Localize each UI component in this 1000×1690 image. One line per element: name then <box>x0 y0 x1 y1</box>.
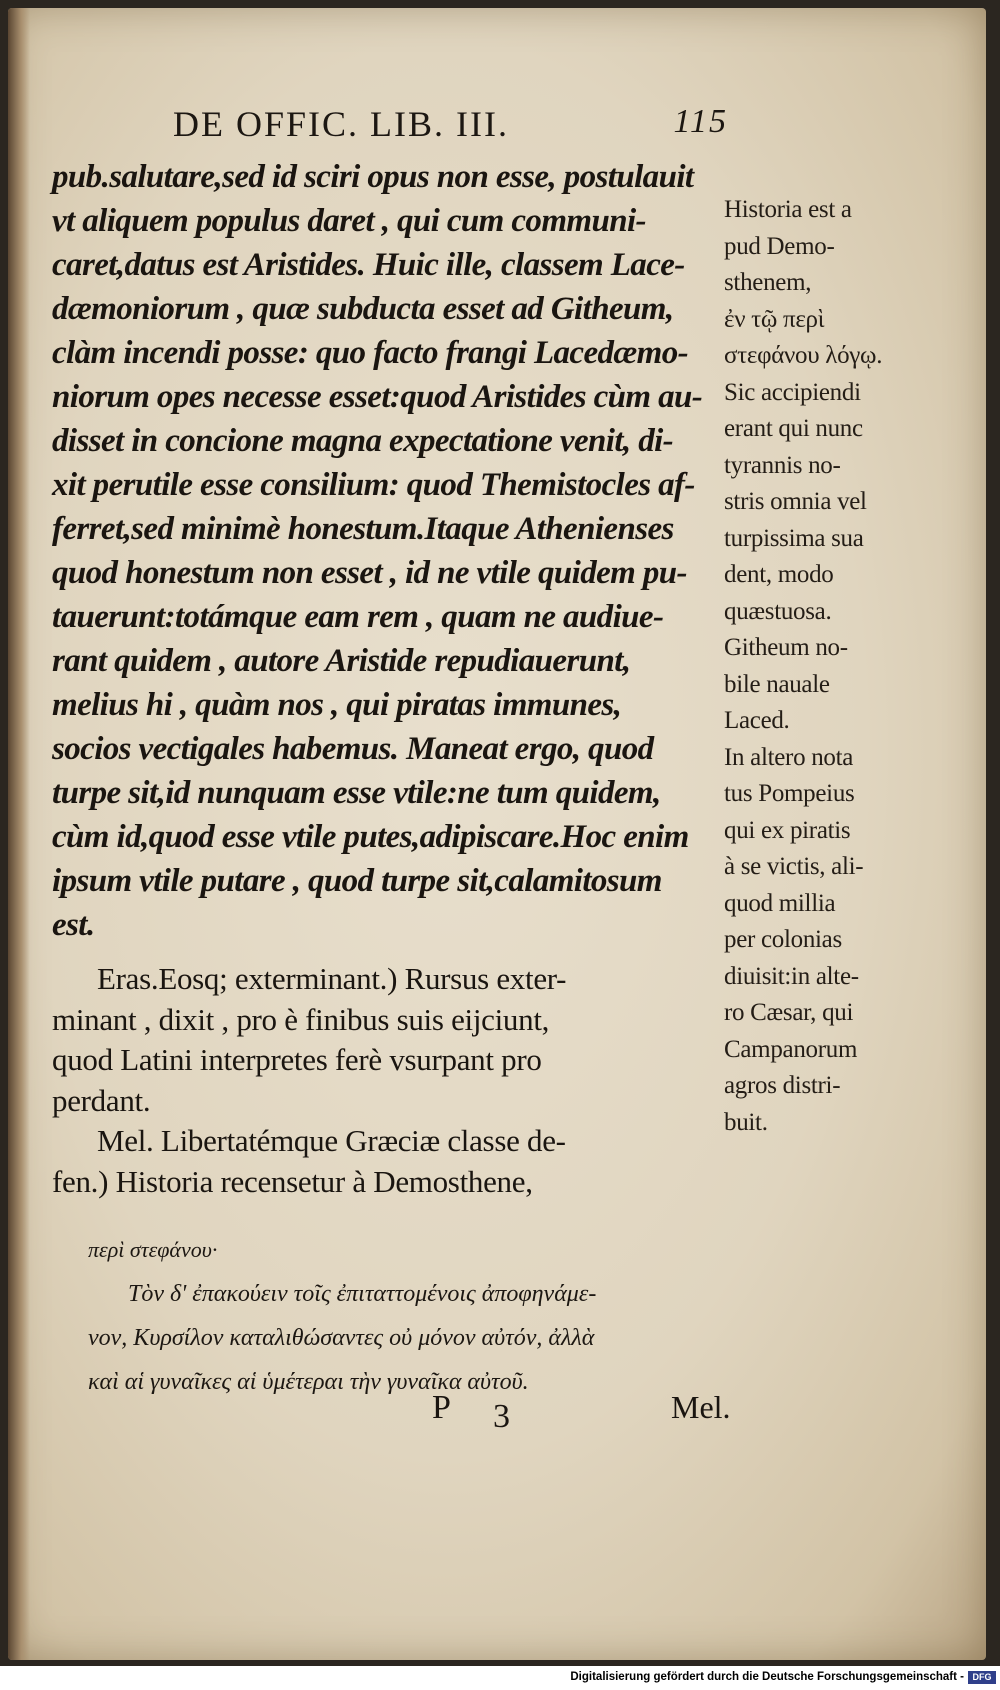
funding-notice: Digitalisierung gefördert durch die Deutsche Forschungsgemeinschaft - <box>570 1671 964 1683</box>
text-line: rant quidem , autore Aristide repudiauerunt, <box>52 643 631 679</box>
text-line: melius hi , quàm nos , qui piratas immunes, <box>52 687 622 723</box>
text-line: ipsum vtile putare , quod turpe sit,calamitosum <box>52 863 662 899</box>
signature-number: 3 <box>493 1398 510 1435</box>
running-header <box>173 103 733 149</box>
margin-line: agros distri- <box>724 1072 841 1099</box>
text-line: quod honestum non esset , id ne vtile quidem pu- <box>52 555 687 591</box>
text-line: cùm id,quod esse vtile putes,adipiscare.Hoc enim <box>52 819 689 855</box>
commentary-line: perdant. <box>52 1082 151 1118</box>
book-page <box>8 8 986 1660</box>
margin-line: Campanorum <box>724 1035 858 1063</box>
text-line: clàm incendi posse: quo facto frangi Lacedæmo- <box>52 335 688 371</box>
text-line: tauerunt:totámque eam rem , quam ne audiue- <box>52 599 664 635</box>
margin-line: pud Demo- <box>724 232 835 260</box>
margin-line: Githeum no- <box>724 634 848 661</box>
margin-line: stris omnia vel <box>724 488 867 515</box>
margin-line: quæstuosa. <box>724 597 832 625</box>
running-title: DE OFFIC. LIB. III. <box>173 104 509 144</box>
margin-line: bile nauale <box>724 670 830 698</box>
digitization-footer <box>0 1666 1000 1690</box>
catchword: Mel. <box>671 1389 731 1425</box>
margin-line: Historia est a <box>724 196 852 223</box>
commentary-line: minant , dixit , pro è finibus suis eijciunt, <box>52 1001 550 1037</box>
margin-line: turpissima sua <box>724 524 864 552</box>
margin-line: diuisit:in alte- <box>724 962 859 990</box>
commentary-line: Mel. Libertatémque Græciæ classe de- <box>97 1123 566 1158</box>
paragraph-gap <box>52 947 722 959</box>
margin-line: per colonias <box>724 926 842 953</box>
margin-line: sthenem, <box>724 269 812 296</box>
margin-line: qui ex piratis <box>724 816 851 844</box>
text-line: xit perutile esse consilium: quod Themistocles af- <box>52 467 695 503</box>
text-line: pub.salutare,sed id sciri opus non esse, postulauit <box>52 159 694 195</box>
marginal-note <box>724 192 924 1141</box>
commentary-line: fen.) Historia recensetur à Demosthene, <box>52 1163 533 1199</box>
greek-line: Τὸν δ' ἐπακούειν τοῖς ἐπιταττομένοις ἀποφηνάμε- <box>128 1281 597 1307</box>
text-line: niorum opes necesse esset:quod Aristides cùm au- <box>52 379 703 415</box>
greek-quotation <box>88 1228 768 1404</box>
margin-line: In altero nota <box>724 743 854 771</box>
main-text-block <box>52 155 722 1202</box>
dfg-logo-icon: DFG <box>968 1671 996 1684</box>
page-number: 115 <box>673 103 728 140</box>
margin-line: ro Cæsar, qui <box>724 999 854 1026</box>
book-spine-shadow <box>8 8 30 1660</box>
text-line: ferret,sed minimè honestum.Itaque Athenienses <box>52 511 674 547</box>
margin-line: ἐν τῷ περὶ <box>724 305 825 333</box>
margin-line: Sic accipiendi <box>724 378 861 406</box>
text-line: vt aliquem populus daret , qui cum communi- <box>52 203 646 239</box>
commentary-line: quod Latini interpretes ferè vsurpant pro <box>52 1042 542 1077</box>
text-line: turpe sit,id nunquam esse vtile:ne tum quidem, <box>52 775 661 811</box>
commentary-line: Eras.Eosq; exterminant.) Rursus exter- <box>97 961 567 996</box>
text-line: est. <box>52 907 95 943</box>
margin-line: Laced. <box>724 707 790 734</box>
greek-line: νον, Κυρσίλον καταλιθώσαντες οὐ μόνον αὐτόν, ἀλλὰ <box>88 1325 595 1351</box>
margin-line: tus Pompeius <box>724 780 855 807</box>
text-line: socios vectigales habemus. Maneat ergo, quod <box>52 731 654 767</box>
margin-line: quod millia <box>724 889 836 917</box>
greek-line: περὶ στεφάνου· <box>88 1237 218 1262</box>
margin-line: tyrannis no- <box>724 451 841 479</box>
greek-line: καὶ αἱ γυναῖκες αἱ ὑμέτεραι τὴν γυναῖκα αὐτοῦ. <box>88 1369 529 1395</box>
text-line: disset in concione magna expectatione venit, di- <box>52 423 674 459</box>
signature-letter: P <box>432 1389 451 1426</box>
text-line: dæmoniorum , quæ subducta esset ad Githeum, <box>52 291 674 327</box>
margin-line: à se victis, ali- <box>724 853 864 880</box>
margin-line: στεφάνου λόγῳ. <box>724 342 883 369</box>
margin-line: dent, modo <box>724 561 834 588</box>
margin-line: buit. <box>724 1108 768 1136</box>
margin-line: erant qui nunc <box>724 415 863 442</box>
text-line: caret,datus est Aristides. Huic ille, classem Lace- <box>52 247 685 283</box>
